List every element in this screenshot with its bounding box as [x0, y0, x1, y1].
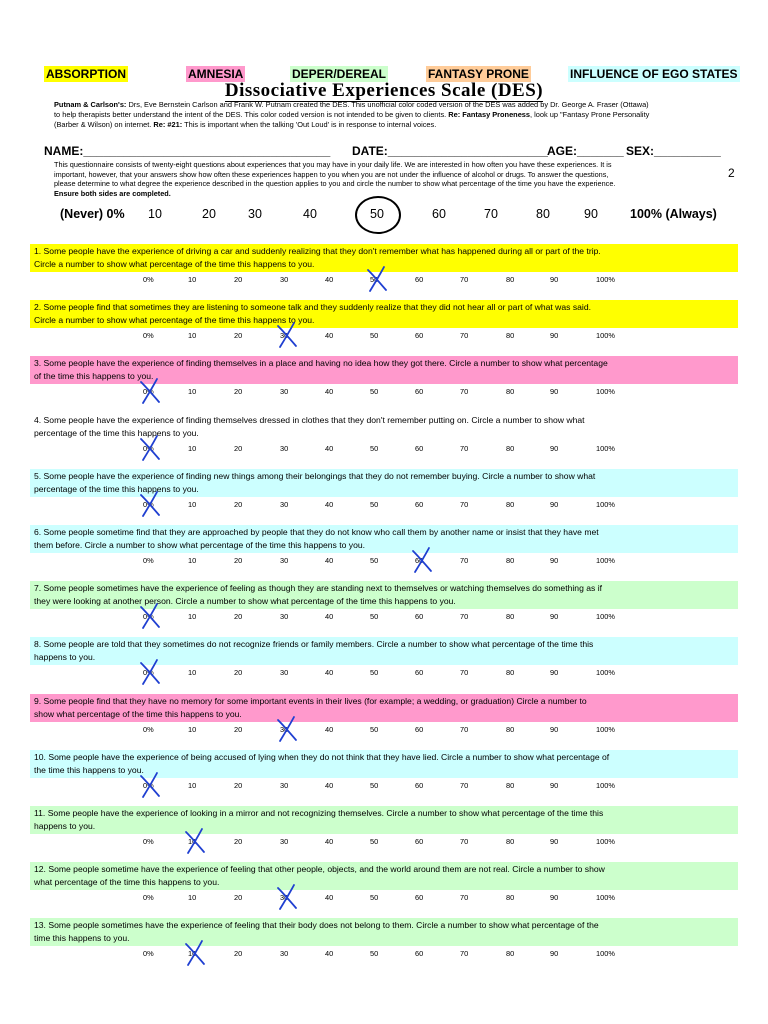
option-60[interactable]: 60: [415, 837, 424, 846]
category-ego-states: INFLUENCE OF EGO STATES: [570, 67, 738, 81]
credits-note: [54, 100, 730, 131]
option-80[interactable]: 80: [506, 556, 515, 565]
question-line-2: the time this happens to you.: [34, 764, 144, 775]
option-60[interactable]: 60: [415, 499, 424, 509]
question-line-2: percentage of the time this happens to you.: [34, 427, 199, 438]
option-10[interactable]: 10: [188, 612, 197, 622]
option-40[interactable]: 40: [325, 556, 334, 565]
option-40[interactable]: 40: [325, 275, 334, 284]
question-text: [34, 582, 734, 608]
instructions-line-3: please determine to what degree the experience described in the question applies to you and circle the number to show what percentage of the time you have the experience.: [54, 179, 616, 189]
question-10: [30, 750, 738, 778]
option-30[interactable]: 30: [280, 724, 289, 734]
option-20[interactable]: 20: [234, 387, 243, 397]
option-30[interactable]: 30: [280, 780, 289, 790]
option-40[interactable]: 40: [325, 949, 334, 959]
option-20[interactable]: 20: [234, 556, 243, 565]
option-50[interactable]: 50: [370, 724, 379, 734]
option-80[interactable]: 80: [506, 780, 515, 790]
question-text: [34, 863, 734, 889]
page-title: Dissociative Experiences Scale (DES): [224, 80, 544, 101]
question-text: [34, 526, 734, 552]
question-8: [30, 637, 738, 665]
date-field[interactable]: DATE:________________________: [352, 144, 548, 158]
option-90[interactable]: 90: [550, 387, 559, 397]
question-line-2: percentage of the time this happens to you.: [34, 483, 199, 494]
option-40[interactable]: 40: [325, 893, 334, 903]
option-40[interactable]: 40: [325, 499, 334, 509]
option-60[interactable]: 60: [415, 612, 424, 622]
question-line-2: of the time this happens to you.: [34, 371, 154, 382]
question-3: [30, 356, 738, 384]
scale-30: 30: [248, 207, 262, 221]
option-100[interactable]: 100%: [596, 612, 615, 622]
option-90[interactable]: 90: [550, 499, 559, 509]
option-50[interactable]: 50: [370, 780, 379, 790]
question-text: [34, 357, 734, 383]
question-text: [34, 751, 734, 777]
option-70[interactable]: 70: [460, 780, 469, 790]
option-70[interactable]: 70: [460, 612, 469, 622]
option-100[interactable]: 100%: [596, 443, 615, 453]
option-50[interactable]: 50: [370, 331, 379, 341]
option-10[interactable]: 10: [188, 724, 197, 734]
option-100[interactable]: 100%: [596, 893, 615, 903]
question-7: [30, 581, 738, 609]
question-11: [30, 806, 738, 834]
option-20[interactable]: 20: [234, 780, 243, 790]
question-line-1: 12. Some people sometime have the experience of feeling that other people, objects, and the world around them are not real. Circle a number to show: [34, 864, 605, 875]
scale-always: 100% (Always): [630, 207, 717, 221]
question-line-1: 3. Some people have the experience of finding themselves in a place and having no idea how they got there. Circle a number to show what percentage: [34, 358, 608, 369]
option-90[interactable]: 90: [550, 668, 559, 678]
credits-bold-1: Putnam & Carlson's:: [54, 100, 127, 109]
option-80[interactable]: 80: [506, 949, 515, 959]
question-text: [34, 638, 734, 664]
option-20[interactable]: 20: [234, 443, 243, 453]
age-field[interactable]: AGE:_______: [547, 144, 624, 158]
option-100[interactable]: 100%: [596, 724, 615, 734]
option-10[interactable]: 10: [188, 556, 197, 565]
option-90[interactable]: 90: [550, 331, 559, 341]
category-fantasy-prone: FANTASY PRONE: [428, 67, 529, 81]
option-40[interactable]: 40: [325, 387, 334, 397]
question-text: [34, 414, 734, 440]
credits-text-2b: , look up "Fantasy Prone Personality: [530, 110, 650, 120]
option-90[interactable]: 90: [550, 949, 559, 959]
option-100[interactable]: 100%: [596, 949, 615, 959]
option-20[interactable]: 20: [234, 837, 243, 846]
question-line-2: they were looking at another person. Circle a number to show what percentage of the time this happens to you.: [34, 596, 456, 607]
option-90[interactable]: 90: [550, 724, 559, 734]
option-0[interactable]: 0%: [143, 387, 154, 397]
question-line-1: 10. Some people have the experience of being accused of lying when they do not think that they have lied. Circle a number to show what percentage of: [34, 751, 610, 762]
question-text: [34, 919, 734, 945]
option-40[interactable]: 40: [325, 331, 334, 341]
option-100[interactable]: 100%: [596, 387, 615, 397]
option-0[interactable]: 0%: [143, 556, 154, 565]
option-20[interactable]: 20: [234, 724, 243, 734]
option-10[interactable]: 10: [188, 443, 197, 453]
option-50[interactable]: 50: [370, 443, 379, 453]
option-80[interactable]: 80: [506, 668, 515, 678]
scale-40: 40: [303, 207, 317, 221]
option-30[interactable]: 30: [280, 499, 289, 509]
credits-text-1: Drs, Eve Bernstein Carlson and Frank W. Putnam created the DES. This unofficial color coded version of the DES was added by Dr. George A. Fraser (Ottawa): [126, 100, 649, 109]
question-text: [34, 245, 734, 271]
option-0[interactable]: 0%: [143, 443, 154, 453]
option-100[interactable]: 100%: [596, 331, 615, 341]
option-10[interactable]: 10: [188, 499, 197, 509]
option-80[interactable]: 80: [506, 612, 515, 622]
scale-never: (Never) 0%: [60, 207, 125, 221]
option-80[interactable]: 80: [506, 387, 515, 397]
option-30[interactable]: 30: [280, 443, 289, 453]
question-13: [30, 918, 738, 946]
option-30[interactable]: 30: [280, 837, 289, 846]
option-90[interactable]: 90: [550, 893, 559, 903]
option-70[interactable]: 70: [460, 443, 469, 453]
option-100[interactable]: 100%: [596, 837, 615, 846]
option-20[interactable]: 20: [234, 499, 243, 509]
option-10[interactable]: 10: [188, 893, 197, 903]
option-60[interactable]: 60: [415, 780, 424, 790]
option-80[interactable]: 80: [506, 499, 515, 509]
question-line-1: 11. Some people have the experience of looking in a mirror and not recognizing themselves. Circle a number to show what percentage of the time this: [34, 808, 604, 818]
option-60[interactable]: 60: [415, 893, 424, 903]
option-30[interactable]: 30: [280, 612, 289, 622]
option-30[interactable]: 30: [280, 331, 289, 341]
option-100[interactable]: 100%: [596, 668, 615, 678]
scale-60: 60: [432, 207, 446, 221]
category-deper-dereal: DEPER/DEREAL: [292, 67, 387, 81]
question-9: [30, 694, 738, 722]
instructions-line-1: This questionnaire consists of twenty-eight questions about experiences that you may have in your daily life. We are interested in how often you have these experiences. It is: [54, 160, 612, 169]
option-50[interactable]: 50: [370, 556, 379, 565]
question-line-1: 8. Some people are told that they sometimes do not recognize friends or family members. Circle a number to show what percentage of the time this: [34, 639, 594, 650]
option-90[interactable]: 90: [550, 780, 559, 790]
question-text: [34, 470, 734, 496]
option-90[interactable]: 90: [550, 837, 559, 846]
category-amnesia: AMNESIA: [188, 67, 244, 81]
option-50[interactable]: 50: [370, 837, 379, 846]
option-0[interactable]: 0%: [143, 724, 154, 734]
option-10[interactable]: 10: [188, 275, 197, 284]
option-0[interactable]: 0%: [143, 499, 154, 509]
question-line-2: happens to you.: [34, 652, 96, 663]
category-absorption: ABSORPTION: [46, 67, 127, 81]
option-40[interactable]: 40: [325, 668, 334, 678]
option-70[interactable]: 70: [460, 724, 469, 734]
option-70[interactable]: 70: [460, 893, 469, 903]
question-2: [30, 300, 738, 328]
scale-90: 90: [584, 207, 598, 221]
question-4: [30, 413, 738, 441]
option-50[interactable]: 50: [370, 949, 379, 959]
question-line-1: 1. Some people have the experience of driving a car and suddenly realizing that they don't remember what has happened during all or part of the trip.: [34, 246, 601, 256]
option-70[interactable]: 70: [460, 668, 469, 678]
question-line-1: 2. Some people find that sometimes they are listening to someone talk and they suddenly realize that they did not hear all or part of what was said.: [34, 302, 592, 313]
question-line-2: time this happens to you.: [34, 933, 130, 944]
option-100[interactable]: 100%: [596, 556, 615, 565]
option-90[interactable]: 90: [550, 556, 559, 565]
scale-50: 50: [370, 207, 384, 221]
credits-bold-2: Re: Fantasy Proneness: [448, 110, 531, 120]
option-40[interactable]: 40: [325, 780, 334, 790]
option-100[interactable]: 100%: [596, 499, 615, 509]
option-50[interactable]: 50: [370, 275, 379, 284]
option-60[interactable]: 60: [415, 275, 424, 284]
option-0[interactable]: 0%: [143, 949, 154, 959]
scale-10: 10: [148, 207, 162, 221]
question-line-1: 9. Some people find that they have no memory for some important events in their lives (for example; a wedding, or graduation) Circle a number to: [34, 695, 587, 706]
question-line-2: Circle a number to show what percentage of the time this happens to you.: [34, 259, 315, 269]
option-70[interactable]: 70: [460, 556, 469, 565]
option-50[interactable]: 50: [370, 668, 379, 678]
option-40[interactable]: 40: [325, 612, 334, 622]
question-line-1: 5. Some people have the experience of finding new things among their belongings that they do not remember buying. Circle a number to show what: [34, 470, 596, 481]
option-80[interactable]: 80: [506, 893, 515, 903]
question-text: [34, 301, 734, 327]
option-30[interactable]: 30: [280, 893, 289, 903]
option-60[interactable]: 60: [415, 331, 424, 341]
option-30[interactable]: 30: [280, 556, 289, 565]
option-80[interactable]: 80: [506, 275, 515, 284]
credits-text-3b: This is important when the talking 'Out Loud' is in response to internal voices.: [182, 120, 437, 130]
option-50[interactable]: 50: [370, 612, 379, 622]
option-60[interactable]: 60: [415, 443, 424, 453]
option-10[interactable]: 10: [188, 837, 197, 846]
option-10[interactable]: 10: [188, 387, 197, 397]
scale-80: 80: [536, 207, 550, 221]
option-30[interactable]: 30: [280, 387, 289, 397]
instructions: [54, 160, 718, 198]
question-line-2: Circle a number to show what percentage of the time this happens to you.: [34, 315, 315, 326]
option-70[interactable]: 70: [460, 275, 469, 284]
option-60[interactable]: 60: [415, 556, 424, 565]
option-0[interactable]: 0%: [143, 331, 154, 341]
question-line-1: 13. Some people sometimes have the experience of feeling that their body does not belong to them. Circle a number to show what percentage of the: [34, 920, 599, 931]
option-70[interactable]: 70: [460, 949, 469, 959]
name-field[interactable]: NAME:_____________________________________: [44, 144, 331, 158]
option-0[interactable]: 0%: [143, 275, 154, 284]
option-10[interactable]: 10: [188, 668, 197, 678]
scale-20: 20: [202, 207, 216, 221]
option-90[interactable]: 90: [550, 275, 559, 284]
credits-bold-3: Re: #21:: [153, 120, 183, 130]
option-30[interactable]: 30: [280, 668, 289, 678]
option-60[interactable]: 60: [415, 724, 424, 734]
option-0[interactable]: 0%: [143, 612, 154, 622]
question-12: [30, 862, 738, 890]
option-90[interactable]: 90: [550, 443, 559, 453]
question-line-2: them before. Circle a number to show what percentage of the time this happens to you.: [34, 540, 366, 550]
question-line-1: 7. Some people sometimes have the experience of feeling as though they are standing next to themselves or watching themselves do something as if: [34, 583, 602, 594]
option-10[interactable]: 10: [188, 949, 197, 959]
option-0[interactable]: 0%: [143, 780, 154, 790]
scale-70: 70: [484, 207, 498, 221]
option-80[interactable]: 80: [506, 331, 515, 341]
option-80[interactable]: 80: [506, 837, 515, 846]
instructions-line-4: Ensure both sides are completed.: [54, 188, 171, 198]
option-20[interactable]: 20: [234, 893, 243, 903]
option-70[interactable]: 70: [460, 387, 469, 397]
option-30[interactable]: 30: [280, 949, 289, 959]
option-100[interactable]: 100%: [596, 780, 615, 790]
example-circle-mark: [355, 196, 401, 234]
option-70[interactable]: 70: [460, 837, 469, 846]
option-60[interactable]: 60: [415, 668, 424, 678]
option-80[interactable]: 80: [506, 724, 515, 734]
question-line-1: 6. Some people sometime find that they are approached by people that they do not know who call them by another name or insist that they have met: [34, 527, 599, 537]
option-100[interactable]: 100%: [596, 275, 615, 284]
credits-text-2a: to help therapists better understand the intent of the DES. This color coded version is not intended to be given to clients.: [54, 110, 449, 120]
question-text: [34, 807, 734, 833]
question-text: [34, 695, 734, 721]
option-0[interactable]: 0%: [143, 837, 154, 846]
option-10[interactable]: 10: [188, 780, 197, 790]
option-40[interactable]: 40: [325, 837, 334, 846]
option-50[interactable]: 50: [370, 499, 379, 509]
question-line-2: happens to you.: [34, 821, 96, 831]
option-60[interactable]: 60: [415, 387, 424, 397]
question-6: [30, 525, 738, 553]
option-0[interactable]: 0%: [143, 893, 154, 903]
option-60[interactable]: 60: [415, 949, 424, 959]
question-1: [30, 244, 738, 272]
sex-field[interactable]: SEX:__________: [626, 144, 721, 158]
option-20[interactable]: 20: [234, 275, 243, 284]
option-70[interactable]: 70: [460, 331, 469, 341]
option-40[interactable]: 40: [325, 443, 334, 453]
option-20[interactable]: 20: [234, 612, 243, 622]
option-40[interactable]: 40: [325, 724, 334, 734]
option-30[interactable]: 30: [280, 275, 289, 284]
option-90[interactable]: 90: [550, 612, 559, 622]
option-50[interactable]: 50: [370, 387, 379, 397]
option-80[interactable]: 80: [506, 443, 515, 453]
option-20[interactable]: 20: [234, 331, 243, 341]
question-line-2: show what percentage of the time this happens to you.: [34, 708, 242, 719]
option-70[interactable]: 70: [460, 499, 469, 509]
question-line-1: 4. Some people have the experience of finding themselves dressed in clothes that they don't remember putting on. Circle a number to show what: [34, 414, 585, 425]
option-20[interactable]: 20: [234, 668, 243, 678]
question-line-2: what percentage of the time this happens to you.: [34, 877, 220, 888]
option-10[interactable]: 10: [188, 331, 197, 341]
option-50[interactable]: 50: [370, 893, 379, 903]
option-0[interactable]: 0%: [143, 668, 154, 678]
option-20[interactable]: 20: [234, 949, 243, 959]
question-5: [30, 469, 738, 497]
credits-text-3a: (Barber & Wilson) on internet.: [54, 120, 154, 130]
page-side-number: 2: [728, 166, 735, 180]
instructions-line-2: important, however, that your answers show how often these experiences happen to you when you are not under the influence of alcohol or drugs. To answer the questions,: [54, 169, 609, 179]
